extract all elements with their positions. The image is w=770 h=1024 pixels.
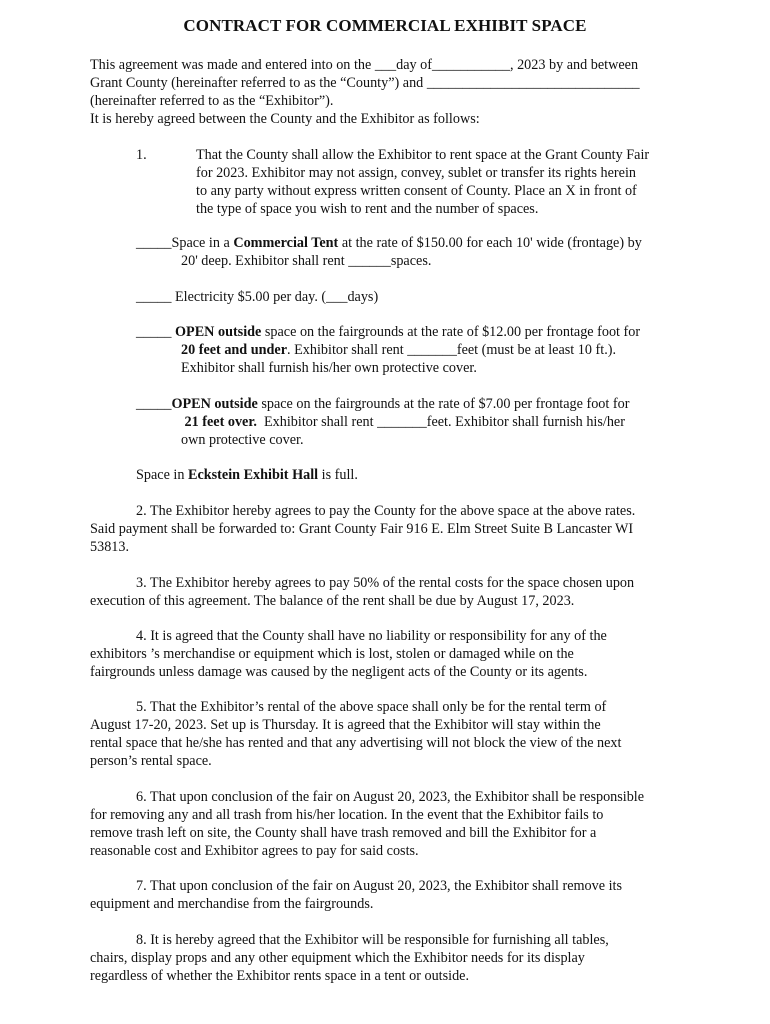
item-6-paragraph (90, 788, 644, 860)
exhibit-hall-note (136, 466, 358, 484)
item-6-line-1: 6. That upon conclusion of the fair on August 20, 2023, the Exhibitor shall be responsible (136, 789, 645, 805)
intro-paragraph (90, 56, 640, 128)
intro-line-2: Grant County (hereinafter referred to as the “County”) and ______________________________ (90, 75, 640, 91)
open-large-line-1: _____OPEN outside space on the fairgrounds at the rate of $7.00 per frontage foot for (136, 396, 630, 412)
item-1-number: 1. (136, 147, 147, 163)
item-4-line-1: 4. It is agreed that the County shall have no liability or responsibility for any of the (136, 628, 607, 644)
open-small-line-3: Exhibitor shall furnish his/her own protective cover. (181, 360, 477, 376)
item-6-line-3: remove trash left on site, the County shall have trash removed and bill the Exhibitor for a (90, 825, 597, 841)
electricity-line: _____ Electricity $5.00 per day. (___days) (136, 289, 379, 305)
item-5-line-3: rental space that he/she has rented and that any advertising will not block the view of the next (90, 735, 622, 751)
item-3-line-1: 3. The Exhibitor hereby agrees to pay 50% of the rental costs for the space chosen upon (136, 575, 635, 591)
intro-line-3: (hereinafter referred to as the “Exhibitor”). (90, 93, 334, 109)
item-2-line-3: 53813. (90, 539, 130, 555)
item-2-paragraph (90, 502, 635, 556)
item-1-paragraph (196, 146, 649, 218)
item-8-line-3: regardless of whether the Exhibitor rents space in a tent or outside. (90, 968, 470, 984)
commercial-tent-line-2: 20' deep. Exhibitor shall rent ______spaces. (181, 253, 432, 269)
item-3-line-2: execution of this agreement. The balance of the rent shall be due by August 17, 2023. (90, 593, 575, 609)
item-2-line-2: Said payment shall be forwarded to: Grant County Fair 916 E. Elm Street Suite B Lancaster WI (90, 521, 634, 537)
open-large-line-2: 21 feet over. Exhibitor shall rent _______feet. Exhibitor shall furnish his/her (181, 414, 625, 430)
item-5-line-2: August 17-20, 2023. Set up is Thursday. It is agreed that the Exhibitor will stay within the (90, 717, 601, 733)
open-large-line-3: own protective cover. (181, 432, 304, 448)
exhibit-hall-line: Space in Eckstein Exhibit Hall is full. (136, 467, 358, 483)
open-small-line-1: _____ OPEN outside space on the fairgrounds at the rate of $12.00 per frontage foot for (136, 324, 641, 340)
document-title: CONTRACT FOR COMMERCIAL EXHIBIT SPACE (183, 16, 587, 35)
item-7-paragraph (90, 877, 622, 913)
item-1-line-1: That the County shall allow the Exhibitor to rent space at the Grant County Fair (196, 147, 650, 163)
intro-line-1: This agreement was made and entered into on the ___day of___________, 2023 by and between (90, 57, 639, 73)
intro-line-4: It is hereby agreed between the County and the Exhibitor as follows: (90, 111, 480, 127)
commercial-tent-option (136, 234, 642, 270)
item-4-line-3: fairgrounds unless damage was caused by the negligent acts of the County or its agents. (90, 664, 588, 680)
item-7-line-1: 7. That upon conclusion of the fair on August 20, 2023, the Exhibitor shall remove its (136, 878, 622, 894)
item-1-line-3: to any party without express written consent of County. Place an X in front of (196, 183, 637, 199)
item-6-line-4: reasonable cost and Exhibitor agrees to pay for said costs. (90, 843, 419, 859)
item-4-line-2: exhibitors ’s merchandise or equipment which is lost, stolen or damaged while on the (90, 646, 574, 662)
item-5-line-1: 5. That the Exhibitor’s rental of the above space shall only be for the rental term of (136, 699, 607, 715)
item-6-line-2: for removing any and all trash from his/her location. In the event that the Exhibitor fails to (90, 807, 604, 823)
commercial-tent-line-1: _____Space in a Commercial Tent at the rate of $150.00 for each 10' wide (frontage) by (136, 235, 642, 251)
item-4-paragraph (90, 627, 607, 681)
item-8-paragraph (90, 931, 609, 985)
item-3-paragraph (90, 574, 634, 610)
item-7-line-2: equipment and merchandise from the fairgrounds. (90, 896, 374, 912)
item-2-line-1: 2. The Exhibitor hereby agrees to pay the County for the above space at the above rates. (136, 503, 636, 519)
item-8-line-1: 8. It is hereby agreed that the Exhibitor will be responsible for furnishing all tables, (136, 932, 609, 948)
item-1-line-2: for 2023. Exhibitor may not assign, convey, sublet or transfer its rights herein (196, 165, 636, 181)
item-1-line-4: the type of space you wish to rent and the number of spaces. (196, 201, 539, 217)
item-8-line-2: chairs, display props and any other equipment which the Exhibitor needs for its display (90, 950, 585, 966)
open-small-line-2: 20 feet and under. Exhibitor shall rent _______feet (must be at least 10 ft.). (181, 342, 617, 358)
open-outside-small-option (136, 323, 640, 377)
open-outside-large-option (136, 395, 629, 449)
electricity-option (136, 288, 378, 306)
item-5-paragraph (90, 698, 621, 770)
item-5-line-4: person’s rental space. (90, 753, 212, 769)
